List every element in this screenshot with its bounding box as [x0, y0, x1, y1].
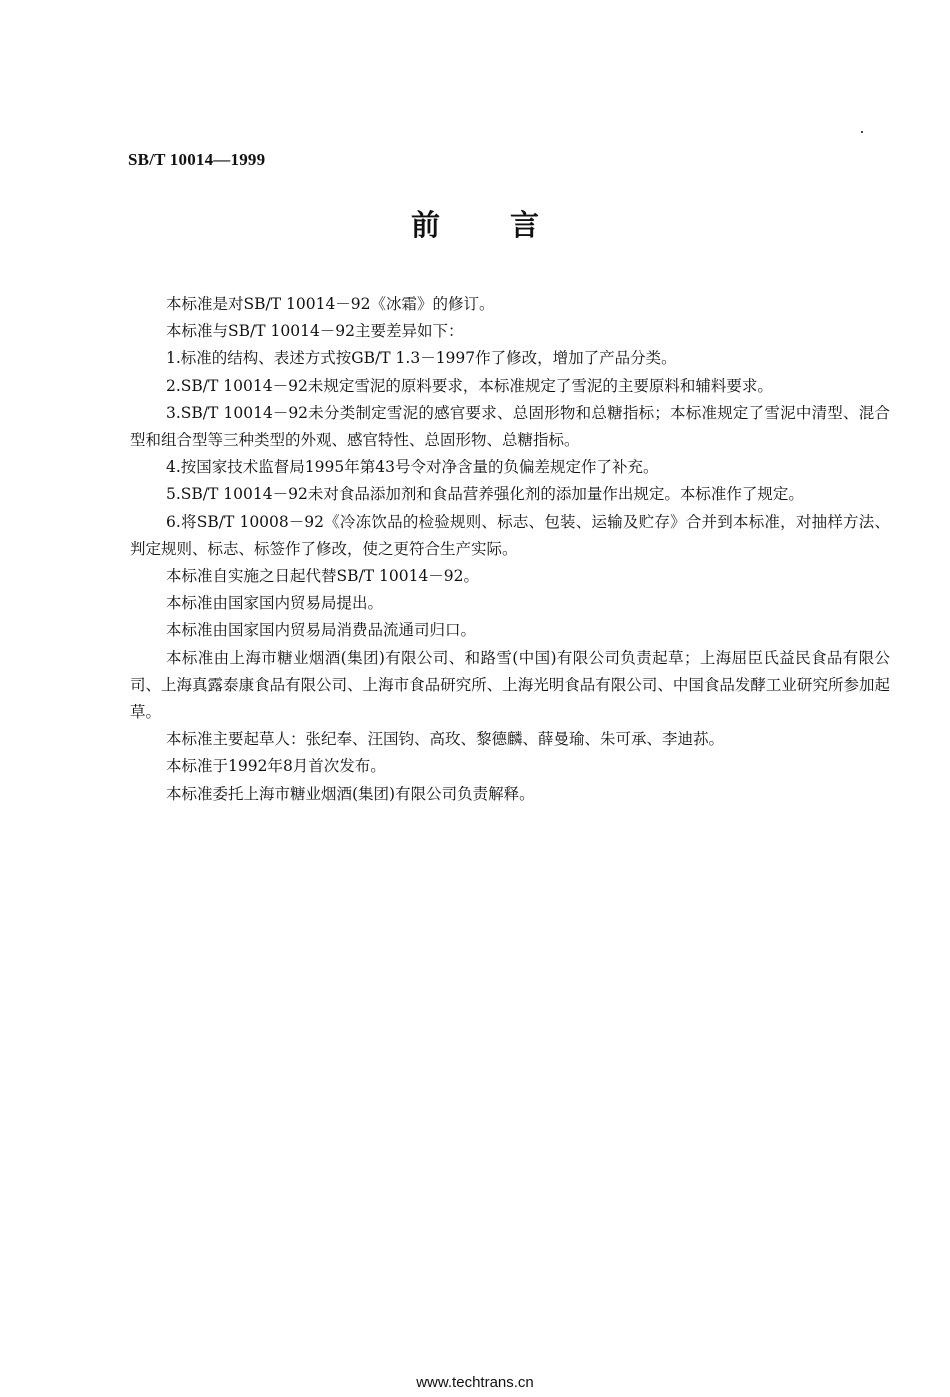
paragraph: 本标准由上海市糖业烟酒(集团)有限公司、和路雪(中国)有限公司负责起草；上海屈臣氏益民食品有限公司、上海真露泰康食品有限公司、上海市食品研究所、上海光明食品有限公司、中国食品发酵工业研究所参加起草。: [130, 648, 890, 722]
watermark-url: www.techtrans.cn: [416, 1374, 534, 1391]
page-title: [0, 203, 950, 244]
list-item: 3.SB/T 10014－92未分类制定雪泥的感官要求、总固形物和总糖指标；本标准规定了雪泥中清型、混合型和组合型等三种类型的外观、感官特性、总固形物、总糖指标。: [130, 403, 890, 450]
paragraph: 本标准自实施之日起代替SB/T 10014－92。: [166, 567, 480, 586]
foreword-body: [130, 291, 890, 808]
title-char-2: 言: [510, 208, 540, 242]
standard-number: SB/T 10014—1999: [128, 150, 266, 169]
paragraph: 本标准由国家国内贸易局提出。: [166, 594, 384, 613]
paragraph: 本标准由国家国内贸易局消费品流通司归口。: [166, 621, 477, 640]
footer-watermark: [0, 1374, 950, 1391]
paragraph: 本标准与SB/T 10014－92主要差异如下：: [166, 322, 464, 341]
list-item: 5.SB/T 10014－92未对食品添加剂和食品营养强化剂的添加量作出规定。本标准作了规定。: [166, 485, 804, 504]
paragraph: 本标准主要起草人：张纪奉、汪国钧、高玫、黎德麟、薛曼瑜、朱可承、李迪荪。: [166, 730, 725, 749]
list-item: 6.将SB/T 10008－92《冷冻饮品的检验规则、标志、包装、运输及贮存》合并到本标准，对抽样方法、判定规则、标志、标签作了修改，使之更符合生产实际。: [130, 512, 890, 558]
list-item: 2.SB/T 10014－92未规定雪泥的原料要求，本标准规定了雪泥的主要原料和辅料要求。: [166, 376, 773, 395]
paragraph: 本标准委托上海市糖业烟酒(集团)有限公司负责解释。: [166, 784, 535, 803]
list-item: 4.按国家技术监督局1995年第43号令对净含量的负偏差规定作了补充。: [166, 458, 659, 477]
paragraph: 本标准是对SB/T 10014－92《冰霜》的修订。: [166, 295, 495, 313]
list-item: 1.标准的结构、表述方式按GB/T 1.3－1997作了修改，增加了产品分类。: [166, 349, 677, 368]
paragraph: 本标准于1992年8月首次发布。: [166, 757, 386, 776]
scan-speck: [861, 131, 863, 133]
title-char-1: 前: [410, 208, 440, 242]
